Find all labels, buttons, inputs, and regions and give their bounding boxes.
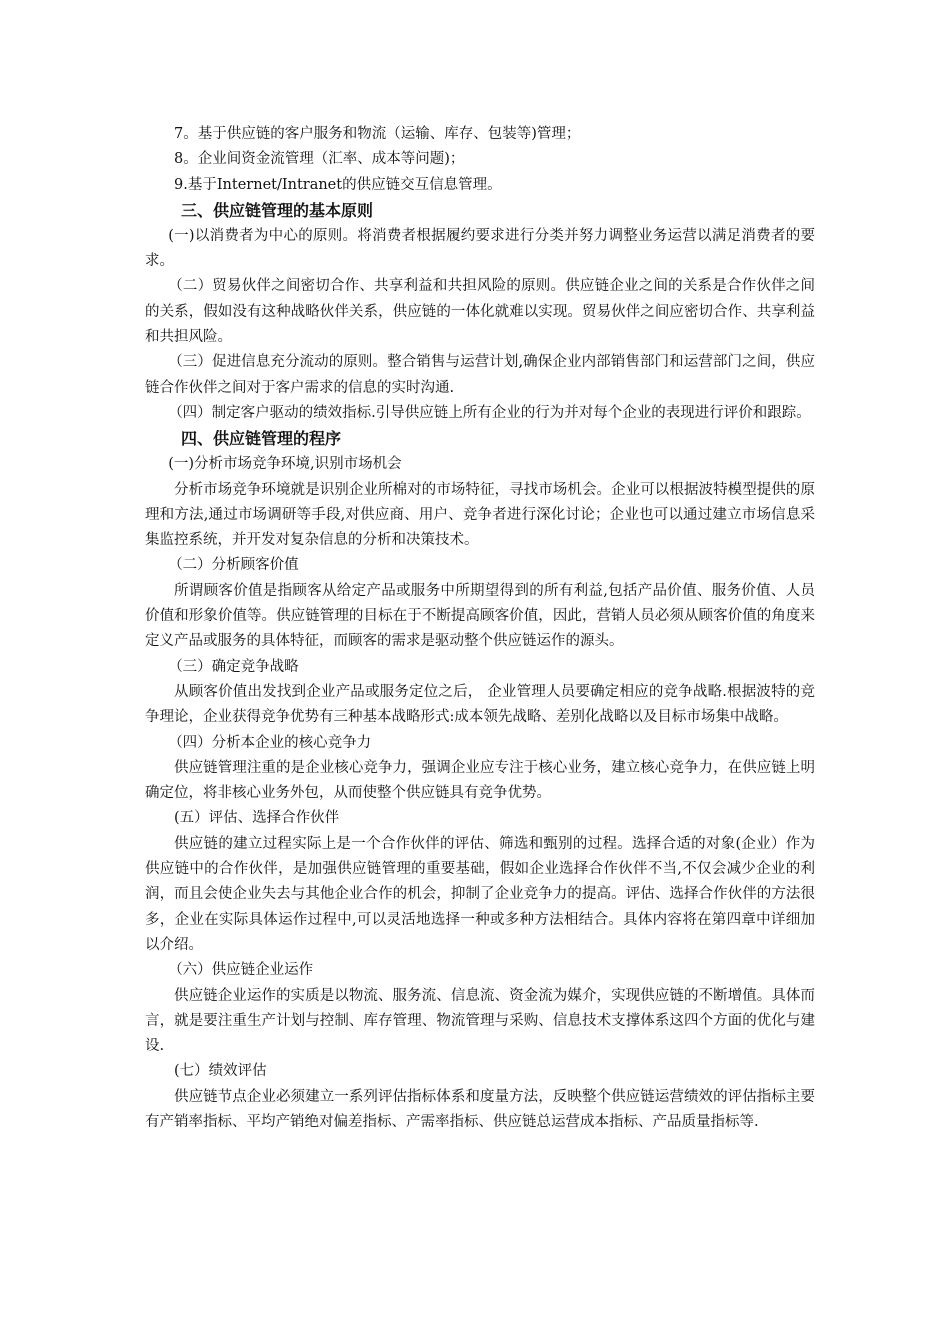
- principle-3: （三）促进信息充分流动的原则。整合销售与运营计划,确保企业内部销售部门和运营部门之间，供应链合作伙伴之间对于客户需求的信息的实时沟通.: [145, 354, 815, 396]
- step-6-title: （六）供应链企业运作: [168, 962, 314, 979]
- step-7-title: (七）绩效评估: [174, 1063, 267, 1080]
- step-3-body: 从顾客价值出发找到企业产品或服务定位之后， 企业管理人员要确定相应的竞争战略.根据波特的竞争理论，企业获得竞争优势有三种基本战略形式:成本领先战略、差别化战略以及目标市场集中战略。: [145, 683, 815, 726]
- step-2-title: （二）分析顾客价值: [168, 557, 299, 574]
- step-7-body: 供应链节点企业必须建立一系列评估指标体系和度量方法，反映整个供应链运营绩效的评估指标主要有产销率指标、平均产销绝对偏差指标、产需率指标、供应链总运营成本指标、产品质量指标等.: [145, 1088, 815, 1130]
- step-5-body: 供应链的建立过程实际上是一个合作伙伴的评估、筛选和甄别的过程。选择合适的对象(企业）作为供应链中的合作伙伴，是加强供应链管理的重要基础，假如企业选择合作伙伴不当,不仅会减少企业的利润，而且会使企业失去与其他企业合作的机会，抑制了企业竞争力的提高。评估、选择合作伙伴的方法很多，企业在实际具体运作过程中,可以灵活地选择一种或多种方法相结合。具体内容将在第四章中详细加以介绍。: [145, 835, 815, 953]
- step-1-title: (一)分析市场竞争环境,识别市场机会: [168, 456, 402, 473]
- step-2-body: 所谓顾客价值是指顾客从给定产品或服务中所期望得到的所有利益,包括产品价值、服务价值、人员价值和形象价值等。供应链管理的目标在于不断提高顾客价值，因此，营销人员必须从顾客价值的角度来定义产品或服务的具体特征，而顾客的需求是驱动整个供应链运作的源头。: [145, 582, 815, 650]
- step-5-title: (五）评估、选择合作伙伴: [174, 810, 340, 827]
- document-page: [145, 122, 815, 1135]
- principle-4: （四）制定客户驱动的绩效指标.引导供应链上所有企业的行为并对每个企业的表现进行评价和跟踪。: [168, 404, 811, 421]
- section-4-heading: 四、供应链管理的程序: [181, 429, 342, 449]
- step-4-body: 供应链管理注重的是企业核心竞争力，强调企业应专注于核心业务，建立核心竞争力，在供应链上明确定位，将非核心业务外包，从而使整个供应链具有竞争优势。: [145, 759, 815, 802]
- step-4-title: （四）分析本企业的核心竞争力: [168, 734, 372, 751]
- principle-2: （二）贸易伙伴之间密切合作、共享利益和共担风险的原则。供应链企业之间的关系是合作伙伴之间的关系，假如没有这种战略伙伴关系，供应链的一体化就难以实现。贸易伙伴之间应密切合作、共享利益和共担风险。: [145, 278, 815, 346]
- list-item-9: 9.基于Internet/Intranet的供应链交互信息管理。: [174, 176, 502, 193]
- list-item-8: 8。企业间资金流管理（汇率、成本等问题)；: [174, 151, 465, 168]
- step-6-body: 供应链企业运作的实质是以物流、服务流、信息流、资金流为媒介，实现供应链的不断增值。具体而言，就是要注重生产计划与控制、库存管理、物流管理与采购、信息技术支撑体系这四个方面的优化与建设.: [145, 987, 815, 1055]
- principle-1: (一)以消费者为中心的原则。将消费者根据履约要求进行分类并努力调整业务运营以满足消费者的要求。: [145, 227, 815, 270]
- step-1-body: 分析市场竞争环境就是识别企业所棉对的市场特征，寻找市场机会。企业可以根据波特模型提供的原理和方法,通过市场调研等手段,对供应商、用户、竞争者进行深化讨论；企业也可以通过建立市场信息采集监控系统，并开发对复杂信息的分析和决策技术。: [145, 481, 815, 549]
- step-3-title: （三）确定竞争战略: [168, 658, 299, 675]
- section-3-heading: 三、供应链管理的基本原则: [181, 200, 374, 220]
- list-item-7: 7。基于供应链的客户服务和物流（运输、库存、包装等)管理；: [174, 126, 581, 142]
